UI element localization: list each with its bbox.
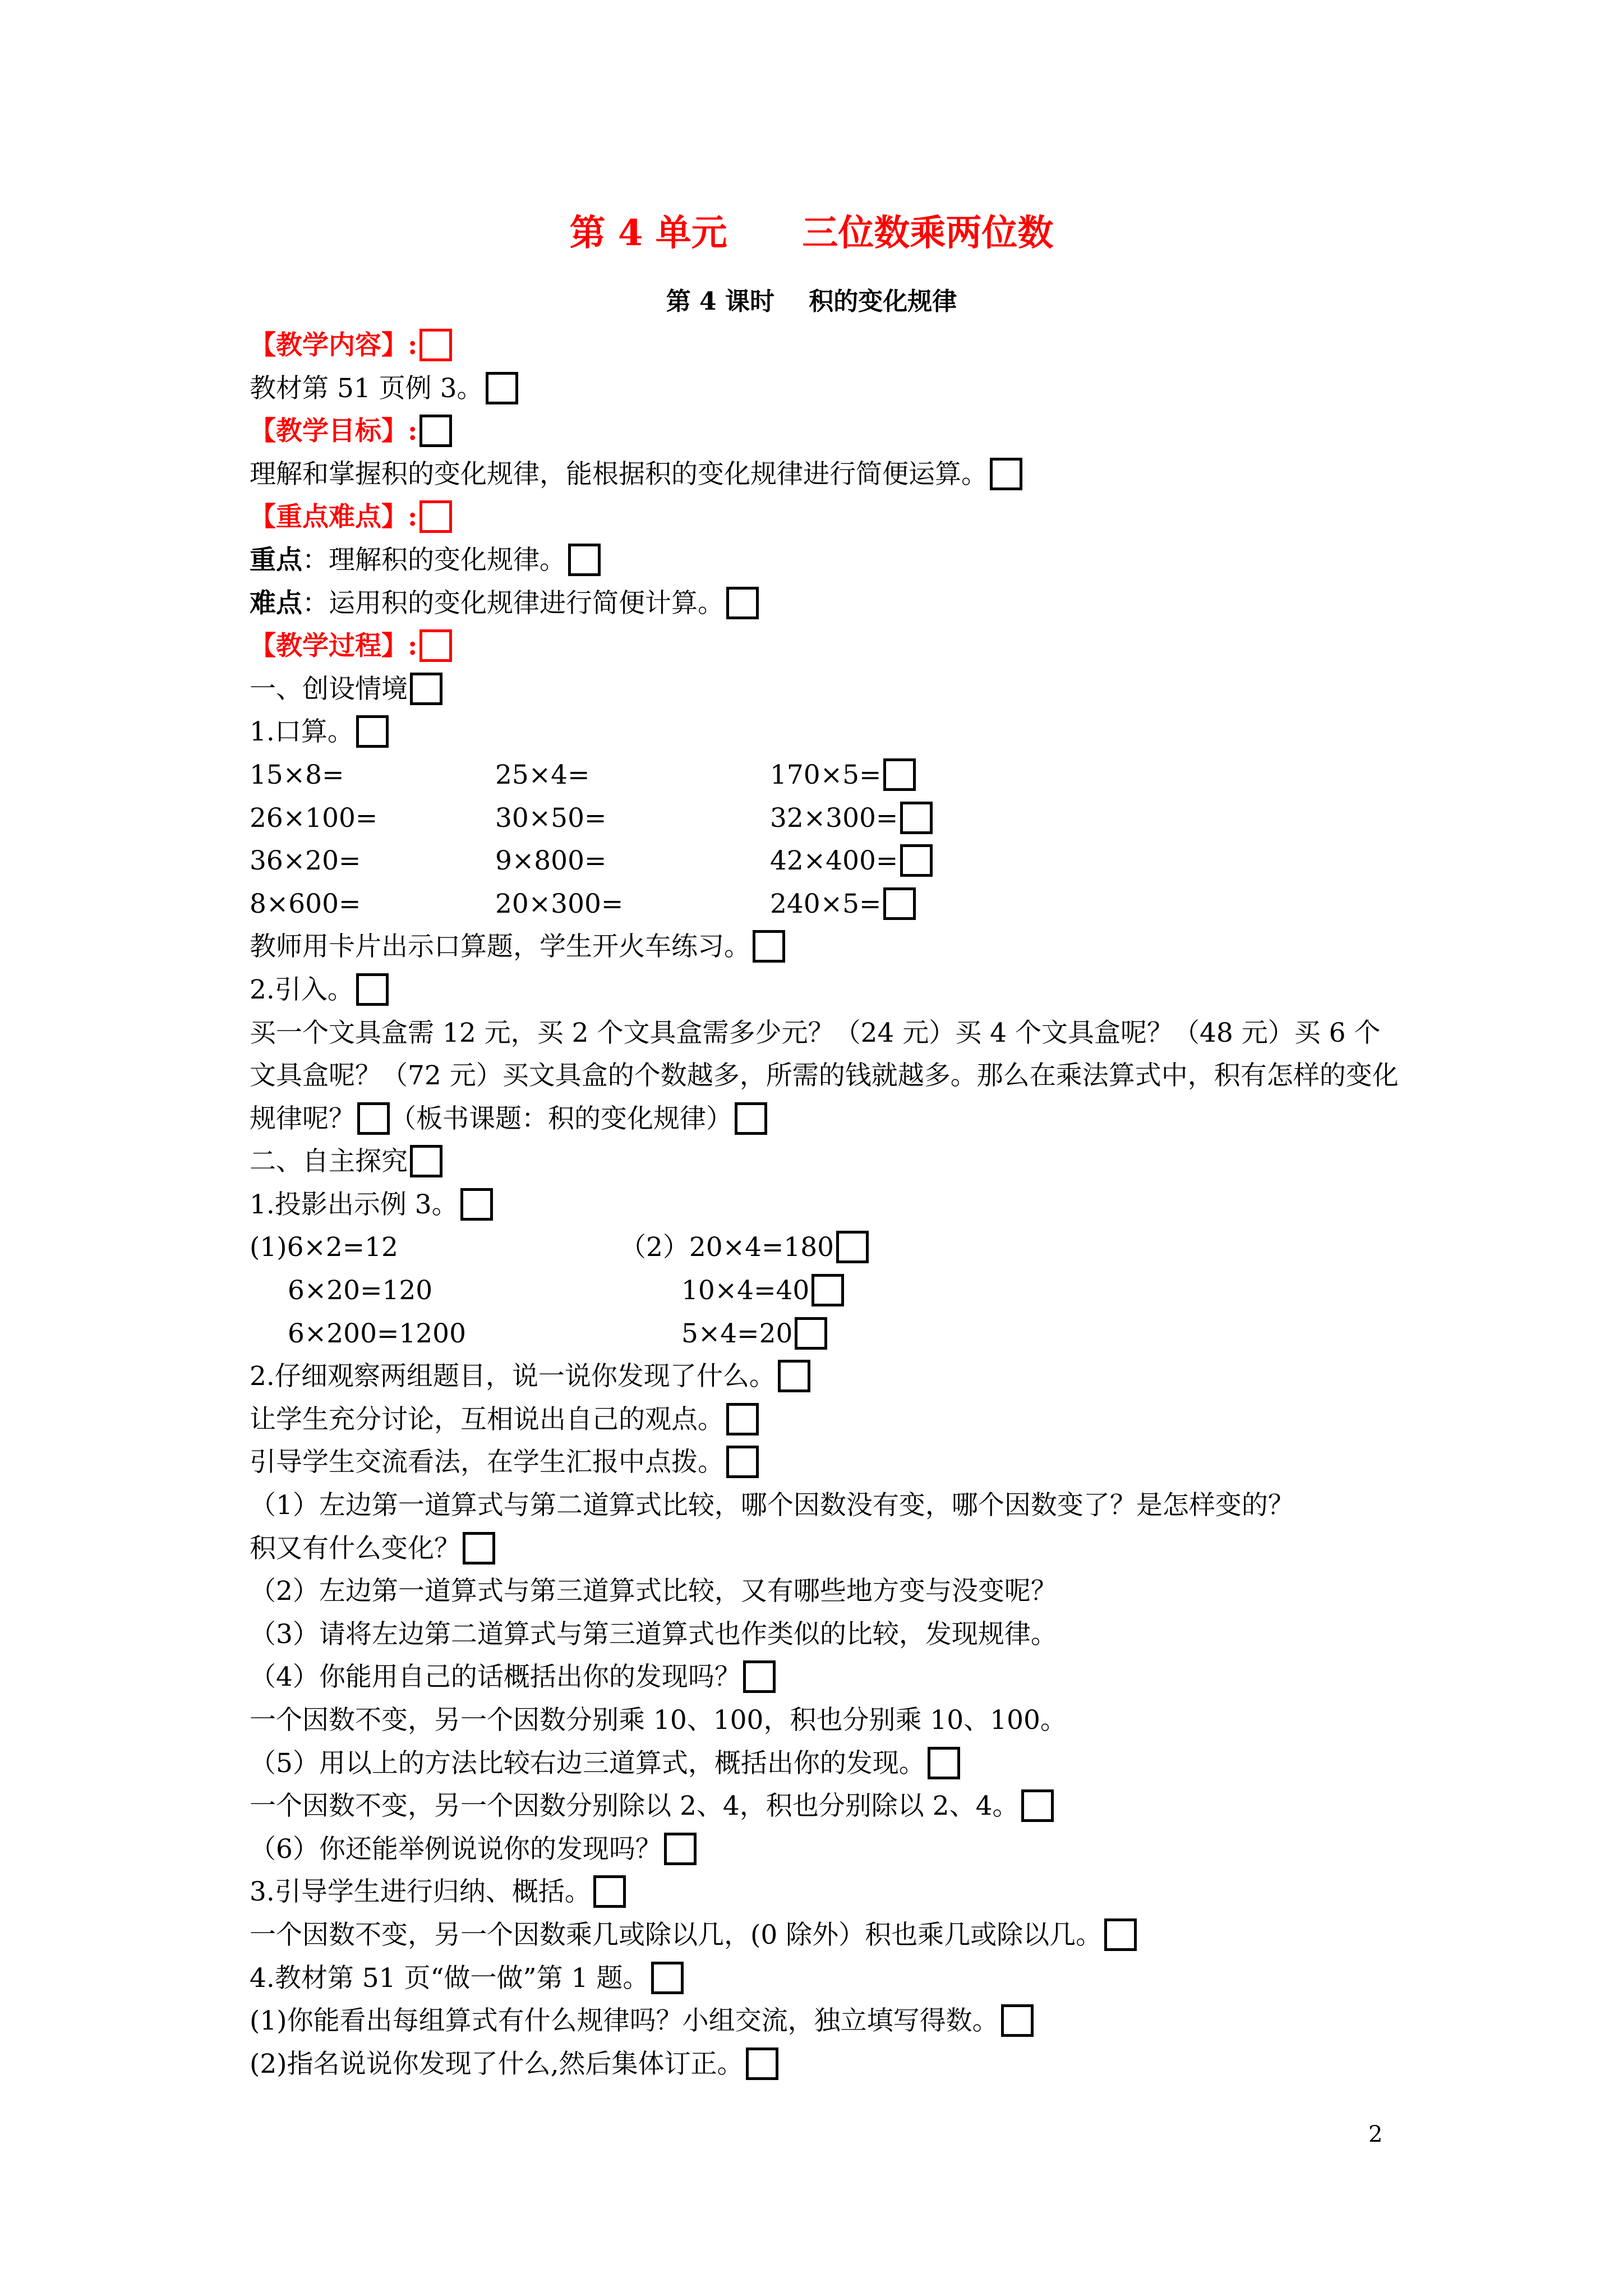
- section-2-line: [250, 1140, 1399, 1184]
- explore-1-text: 1.投影出示例 3。: [250, 1189, 458, 1220]
- check-box[interactable]: [1001, 2004, 1034, 2037]
- check-box[interactable]: [410, 673, 442, 705]
- teaching-content-heading: 【教学内容】:: [250, 330, 418, 361]
- math-expression: 9×800=: [495, 845, 607, 877]
- question-6-text: （6）你还能举例说说你的发现吗？: [250, 1833, 662, 1865]
- explore-2-text: 2.仔细观察两组题目，说一说你发现了什么。: [250, 1361, 776, 1392]
- math-expression: 15×8=: [250, 759, 344, 790]
- check-box[interactable]: [664, 1833, 697, 1865]
- mental-math-row: [250, 883, 1399, 926]
- section-1-title: 一、创设情境: [250, 673, 408, 705]
- key-point-text: ：理解积的变化规律。: [302, 544, 566, 576]
- question-5-line: [250, 1742, 1399, 1786]
- explore-4-text: 4.教材第 51 页“做一做”第 1 题。: [250, 1962, 649, 1994]
- difficult-point-text: ：运用积的变化规律进行简便计算。: [302, 587, 724, 619]
- example-row: [250, 1313, 1399, 1356]
- answer-box[interactable]: [836, 1231, 869, 1263]
- question-5-text: （5）用以上的方法比较右边三道算式，概括出你的发现。: [250, 1747, 925, 1779]
- teaching-goal-heading-line: [250, 410, 1399, 453]
- answer-box[interactable]: [795, 1317, 827, 1350]
- math-expression: 170×5=: [770, 759, 882, 790]
- math-expression: 32×300=: [770, 802, 898, 834]
- math-expression: 36×20=: [250, 845, 361, 877]
- math-expression: 20×300=: [495, 888, 624, 919]
- item-1-line: [250, 711, 1399, 754]
- lesson-title: 第 4 课时 积的变化规律: [666, 287, 957, 316]
- check-box[interactable]: [726, 1403, 759, 1435]
- question-1-text: （1）左边第一道算式与第二道算式比较，哪个因数没有变，哪个因数变了？是怎样变的？: [250, 1490, 1294, 1521]
- math-expression: 25×4=: [495, 759, 590, 790]
- question-1-continued-line: [250, 1527, 1399, 1571]
- rule-multiply-line: [250, 1699, 1399, 1742]
- check-box[interactable]: [753, 930, 785, 963]
- cards-text: 教师用卡片出示口算题，学生开火车练习。: [250, 931, 750, 963]
- item-1-title: 1.口算。: [250, 716, 354, 748]
- difficult-point-line: [250, 582, 1399, 625]
- section-2-title: 二、自主探究: [250, 1146, 408, 1177]
- sub-item-2-text: (2)指名说说你发现了什么,然后集体订正。: [250, 2048, 744, 2079]
- intro-blackboard-note: （板书课题：积的变化规律）: [390, 1103, 732, 1134]
- check-box[interactable]: [356, 973, 389, 1006]
- item-2-line: [250, 969, 1399, 1012]
- check-box[interactable]: [1104, 1918, 1137, 1951]
- check-box[interactable]: [568, 544, 601, 576]
- check-box[interactable]: [1021, 1789, 1054, 1822]
- check-box[interactable]: [990, 458, 1022, 490]
- answer-box[interactable]: [883, 887, 916, 920]
- explore-1-line: [250, 1184, 1399, 1227]
- explore-3-text: 3.引导学生进行归纳、概括。: [250, 1876, 591, 1908]
- mental-math-row: [250, 840, 1399, 883]
- example-expression: 5×4=20: [681, 1318, 793, 1349]
- key-points-heading-line: [250, 496, 1399, 539]
- question-1-continued-text: 积又有什么变化？: [250, 1533, 460, 1564]
- check-box[interactable]: [410, 1145, 442, 1177]
- intro-paragraph: [250, 1012, 1399, 1141]
- math-expression: 30×50=: [495, 802, 607, 834]
- example-row: [250, 1269, 1399, 1313]
- teaching-content-line: [250, 367, 1399, 411]
- key-point-line: [250, 539, 1399, 582]
- unit-title: 第 4 单元 三位数乘两位数: [569, 212, 1054, 254]
- sub-item-1-line: [250, 2000, 1399, 2043]
- answer-box[interactable]: [883, 758, 916, 791]
- math-expression: 42×400=: [770, 845, 898, 877]
- teaching-content-text: 教材第 51 页例 3。: [250, 372, 483, 404]
- math-expression: 240×5=: [770, 888, 882, 919]
- rule-general-text: 一个因数不变，另一个因数乘几或除以几，(0 除外）积也乘几或除以几。: [250, 1919, 1103, 1950]
- example-expression: (1)6×2=12: [250, 1232, 398, 1263]
- example-expression: （2）20×4=180: [620, 1232, 834, 1263]
- check-box[interactable]: [651, 1962, 684, 1994]
- answer-box[interactable]: [811, 1274, 844, 1306]
- math-expression: 8×600=: [250, 888, 361, 919]
- example-expression: 6×200=1200: [288, 1318, 466, 1349]
- question-4-text: （4）你能用自己的话概括出你的发现吗？: [250, 1662, 741, 1693]
- mental-math-row: [250, 797, 1399, 840]
- question-3-line: [250, 1613, 1399, 1657]
- question-4-line: [250, 1656, 1399, 1699]
- sub-item-2-line: [250, 2043, 1399, 2086]
- check-box[interactable]: [419, 415, 452, 447]
- section-1-line: [250, 668, 1399, 711]
- question-3-text: （3）请将左边第二道算式与第三道算式也作类似的比较，发现规律。: [250, 1618, 1057, 1650]
- sub-item-1-text: (1)你能看出每组算式有什么规律吗？小组交流，独立填写得数。: [250, 2005, 999, 2037]
- example-expression: 6×20=120: [288, 1275, 433, 1306]
- math-expression: 26×100=: [250, 802, 378, 834]
- item-2-title: 2.引入。: [250, 974, 354, 1005]
- answer-box[interactable]: [900, 844, 933, 877]
- check-box[interactable]: [928, 1747, 960, 1779]
- discuss-2-line: [250, 1441, 1399, 1484]
- cards-line: [250, 926, 1399, 969]
- check-box[interactable]: [486, 372, 518, 404]
- discuss-1-line: [250, 1398, 1399, 1442]
- page-number: 2: [1368, 2122, 1383, 2147]
- mental-math-row: [250, 754, 1399, 797]
- key-points-heading: 【重点难点】:: [250, 501, 418, 533]
- teaching-content-heading-line: [250, 324, 1399, 367]
- document-body: [250, 324, 1399, 2086]
- question-2-text: （2）左边第一道算式与第三道算式比较，又有哪些地方变与没变呢？: [250, 1576, 1057, 1607]
- check-box[interactable]: [357, 1102, 390, 1135]
- explore-3-line: [250, 1871, 1399, 1914]
- check-box[interactable]: [735, 1102, 767, 1135]
- difficult-point-label: 难点: [250, 587, 302, 619]
- rule-general-line: [250, 1914, 1399, 1957]
- discuss-2-text: 引导学生交流看法，在学生汇报中点拨。: [250, 1447, 724, 1478]
- rule-divide-line: [250, 1785, 1399, 1828]
- check-box[interactable]: [419, 500, 452, 533]
- example-expression: 10×4=40: [681, 1275, 810, 1306]
- question-6-line: [250, 1828, 1399, 1871]
- intro-text: 买一个文具盒需 12 元，买 2 个文具盒需多少元？（24 元）买 4 个文具盒呢？（48 元）买 6 个文具盒呢？（72 元）买文具盒的个数越多，所需的钱就越多。那么在乘法算式中，积有怎样的变化规律呢？: [250, 1017, 1399, 1134]
- check-box[interactable]: [778, 1360, 810, 1392]
- key-point-label: 重点: [250, 544, 302, 576]
- rule-divide-text: 一个因数不变，另一个因数分别除以 2、4，积也分别除以 2、4。: [250, 1791, 1019, 1822]
- check-box[interactable]: [593, 1875, 626, 1908]
- answer-box[interactable]: [900, 802, 933, 834]
- discuss-1-text: 让学生充分讨论，互相说出自己的观点。: [250, 1404, 724, 1435]
- teaching-goal-line: [250, 453, 1399, 496]
- check-box[interactable]: [460, 1188, 493, 1221]
- explore-2-line: [250, 1355, 1399, 1398]
- example-row: [250, 1226, 1399, 1269]
- teaching-goal-heading: 【教学目标】:: [250, 416, 418, 447]
- check-box[interactable]: [746, 2047, 778, 2080]
- explore-4-line: [250, 1957, 1399, 2000]
- process-heading-line: [250, 625, 1399, 668]
- process-heading: 【教学过程】:: [250, 631, 418, 662]
- check-box[interactable]: [419, 329, 452, 361]
- check-box[interactable]: [419, 629, 452, 662]
- check-box[interactable]: [356, 715, 389, 748]
- check-box[interactable]: [726, 587, 759, 619]
- teaching-goal-text: 理解和掌握积的变化规律，能根据积的变化规律进行简便运算。: [250, 458, 988, 490]
- question-1-line: [250, 1484, 1399, 1527]
- check-box[interactable]: [726, 1446, 759, 1478]
- check-box[interactable]: [743, 1660, 776, 1693]
- rule-multiply-text: 一个因数不变，另一个因数分别乘 10、100，积也分别乘 10、100。: [250, 1705, 1067, 1736]
- question-2-line: [250, 1570, 1399, 1613]
- check-box[interactable]: [463, 1532, 495, 1565]
